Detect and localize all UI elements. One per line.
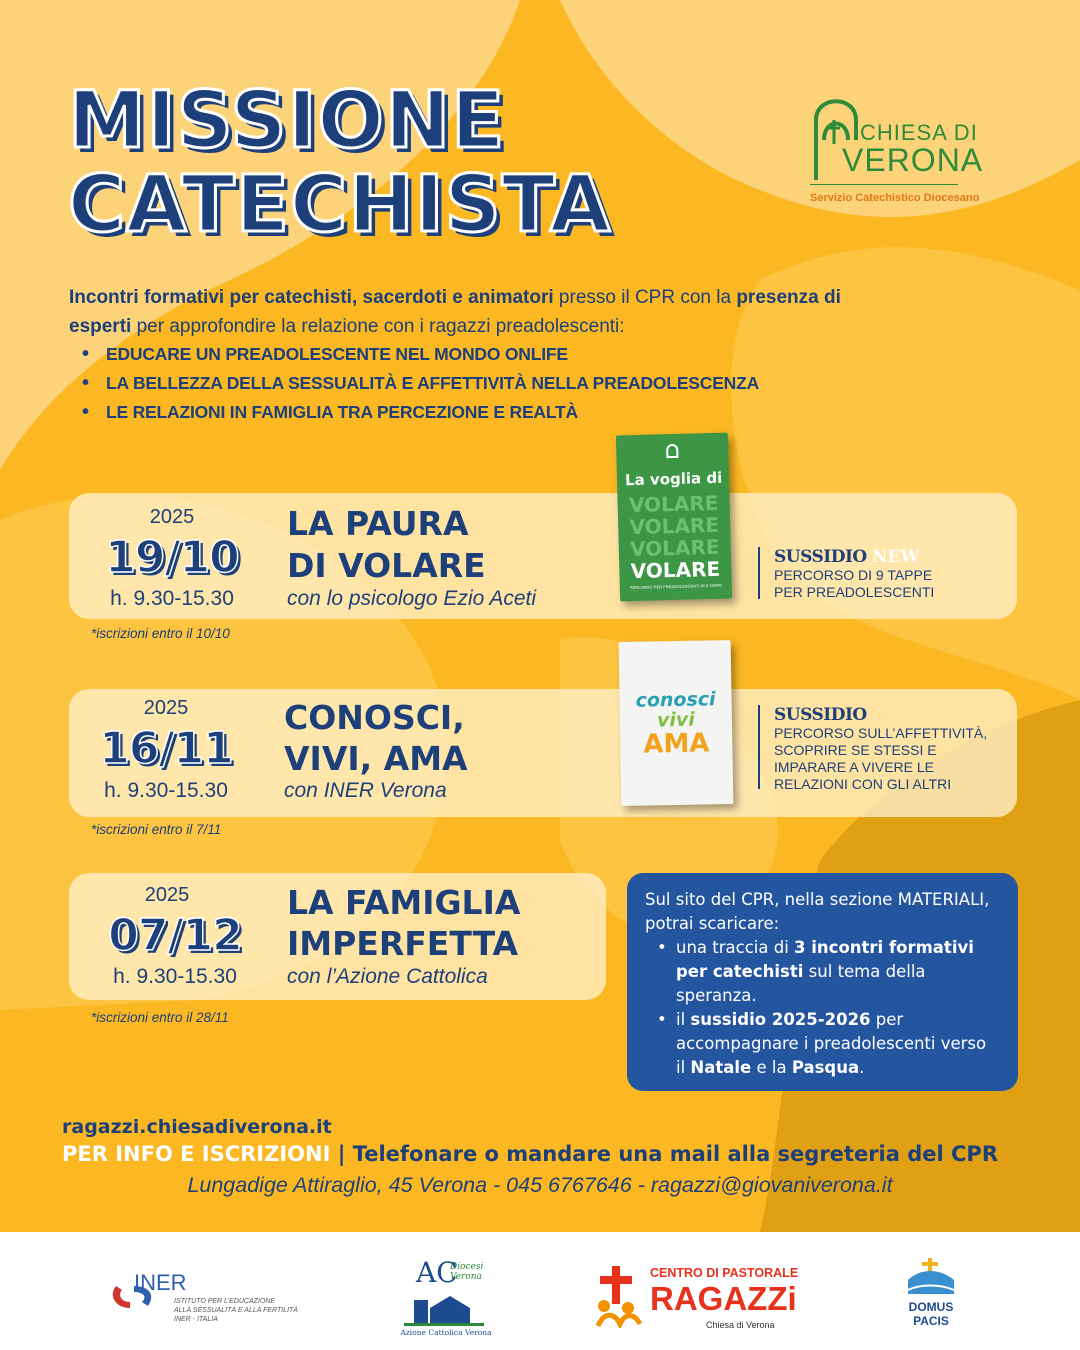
event-1-title-line-2: DI VOLARE	[287, 546, 486, 585]
sussidio-2-line: RELAZIONI CON GLI ALTRI	[774, 776, 952, 792]
info-bold: 3 incontri formativi per catechisti	[676, 938, 974, 981]
cpr-ragazzi-logo	[594, 1264, 804, 1334]
event-3-speaker: con l’Azione Cattolica	[287, 965, 488, 988]
page-title-line-2: CATECHISTA	[68, 160, 612, 250]
book-logo-icon	[666, 444, 678, 458]
book-2-word-3: AMA	[643, 728, 710, 760]
event-1-title-line-1: LA PAURA	[287, 504, 469, 543]
materials-info-box	[627, 873, 1018, 1091]
new-badge: NEW	[871, 547, 920, 567]
book-1-word: VOLARE	[630, 556, 721, 584]
iner-logo	[112, 1270, 302, 1323]
book-2-word-2: vivi	[656, 708, 696, 732]
book-2-word-1: conosci	[635, 688, 716, 712]
topic-item: • EDUCARE UN PREADOLESCENTE NEL MONDO ONLIFE	[82, 340, 759, 369]
event-2-deadline: *iscrizioni entro il 7/11	[91, 822, 222, 837]
info-bold: Natale	[690, 1058, 752, 1077]
contact-text: Telefonare o mandare una mail alla segreteria del CPR	[352, 1142, 998, 1166]
book-1-word-echo: VOLARE	[628, 490, 719, 518]
sussidio-2-line: PERCORSO SULL’AFFETTIVITÀ,	[774, 725, 988, 741]
contact-line	[62, 1142, 998, 1166]
event-1-deadline: *iscrizioni entro il 10/10	[91, 626, 230, 641]
event-3-year: 2025	[144, 884, 190, 906]
iner-subtitle: INER - ITALIA	[174, 1316, 218, 1323]
intro-text-2: per approfondire la relazione con i ragazzi preadolescenti:	[131, 316, 625, 337]
info-text: una traccia di	[676, 938, 795, 957]
event-2-date: 16/11	[99, 723, 233, 774]
info-text: il	[676, 1010, 691, 1029]
event-2-title-line-1: CONOSCI,	[284, 698, 465, 737]
event-1-year: 2025	[149, 506, 195, 528]
ac-name: Azione Cattolica Verona	[400, 1328, 492, 1337]
event-3-deadline: *iscrizioni entro il 28/11	[91, 1010, 229, 1025]
event-3-title-line-1: LA FAMIGLIA	[287, 883, 521, 922]
event-2-title-line-2: VIVI, AMA	[284, 739, 468, 778]
cpr-line-1: CENTRO DI PASTORALE	[650, 1266, 799, 1280]
contact-separator: |	[330, 1142, 353, 1166]
ac-script: Diocesi Verona	[450, 1262, 484, 1282]
logo-line-2: VERONA	[842, 142, 984, 178]
website-link[interactable]: ragazzi.chiesadiverona.it	[62, 1116, 332, 1138]
domus-line-1: DOMUS	[908, 1300, 954, 1314]
event-2-speaker: con INER Verona	[284, 779, 447, 802]
info-bold: Pasqua	[791, 1058, 860, 1077]
event-2-time: h. 9.30-15.30	[104, 779, 228, 802]
book-cover-conosci-vivi-ama	[619, 640, 734, 806]
info-box-list	[645, 936, 1000, 1080]
ac-letters: AC	[416, 1256, 458, 1289]
sussidio-1-line: PERCORSO DI 9 TAPPE	[774, 567, 933, 583]
cpr-cross-icon	[594, 1266, 644, 1328]
sussidio-1	[758, 547, 934, 599]
info-text: e la	[751, 1058, 792, 1077]
sussidio-1-heading: SUSSIDIO	[774, 547, 867, 567]
sussidio-1-line: PER PREADOLESCENTI	[774, 584, 935, 600]
iner-subtitle: ISTITUTO PER L’EDUCAZIONE	[174, 1298, 275, 1305]
info-text: per accompagnare i preadolescenti verso il	[676, 1010, 987, 1077]
info-text: sul tema della speranza.	[676, 962, 926, 1005]
address-line: Lungadige Attiraglio, 45 Verona - 045 6767646 - ragazzi@giovaniverona.it	[187, 1173, 893, 1197]
book-1-subtitle: PERCORSO PER PREADOLESCENTI IN 9 TAPPE	[629, 582, 722, 591]
page-title-line-1: MISSIONE	[68, 76, 506, 166]
contact-label: PER INFO E ISCRIZIONI	[62, 1142, 331, 1166]
logo-divider	[810, 184, 958, 185]
sussidio-2-heading: SUSSIDIO	[774, 705, 867, 725]
topic-item: • LA BELLEZZA DELLA SESSUALITÀ E AFFETTIVITÀ NELLA PREADOLESCENZA	[82, 369, 759, 398]
info-text: .	[859, 1058, 865, 1077]
domus-pacis-icon	[900, 1254, 962, 1298]
book-1-word-echo: VOLARE	[629, 512, 720, 540]
cpr-line-2: RAGAZZi	[650, 1280, 797, 1317]
info-bold: sussidio 2025-2026	[690, 1010, 871, 1029]
intro-bold-1: Incontri formativi per catechisti, sacerdoti e animatori	[69, 287, 554, 308]
topic-list	[82, 340, 759, 427]
info-box-intro: Sul sito del CPR, nella sezione MATERIALI, potrai scaricare:	[645, 890, 990, 933]
azione-cattolica-logo	[398, 1254, 494, 1336]
event-3-title-line-2: IMPERFETTA	[287, 924, 519, 963]
intro-text-1: presso il CPR con la	[553, 287, 737, 308]
domus-line-2: PACIS	[913, 1314, 949, 1328]
sussidio-2	[758, 705, 988, 792]
topic-item: • LE RELAZIONI IN FAMIGLIA TRA PERCEZIONE E REALTÀ	[82, 398, 759, 427]
iner-name: INER	[134, 1270, 187, 1295]
book-cover-volare	[616, 433, 732, 602]
event-3-time: h. 9.30-15.30	[113, 965, 237, 988]
domus-pacis-logo	[900, 1254, 962, 1336]
book-1-word-echo: VOLARE	[629, 534, 720, 562]
sussidio-2-line: IMPARARE A VIVERE LE	[774, 759, 935, 775]
logo-line-1: CHIESA DI	[860, 120, 978, 145]
footer-logos	[0, 1232, 1080, 1350]
chiesa-di-verona-logo	[800, 80, 1000, 210]
sussidio-2-line: SCOPRIRE SE STESSI E	[774, 742, 937, 758]
logo-line-3: Servizio Catechistico Diocesano	[810, 192, 980, 204]
event-1-speaker: con lo psicologo Ezio Aceti	[287, 587, 537, 610]
event-1-time: h. 9.30-15.30	[110, 587, 234, 610]
event-3-date: 07/12	[108, 910, 242, 961]
event-2-year: 2025	[143, 697, 189, 719]
intro-bold-2: presenza di esperti	[69, 287, 841, 337]
cpr-line-3: Chiesa di Verona	[706, 1320, 775, 1330]
info-box-item-1	[645, 936, 1000, 1008]
ac-church-icon	[404, 1290, 484, 1326]
intro-paragraph	[69, 283, 869, 341]
info-box-item-2	[645, 1008, 1000, 1080]
book-1-title: La voglia di	[624, 468, 723, 490]
iner-subtitle: ALLA SESSUALITÀ E ALLA FERTILITÀ	[174, 1307, 298, 1314]
event-1-date: 19/10	[105, 532, 239, 583]
